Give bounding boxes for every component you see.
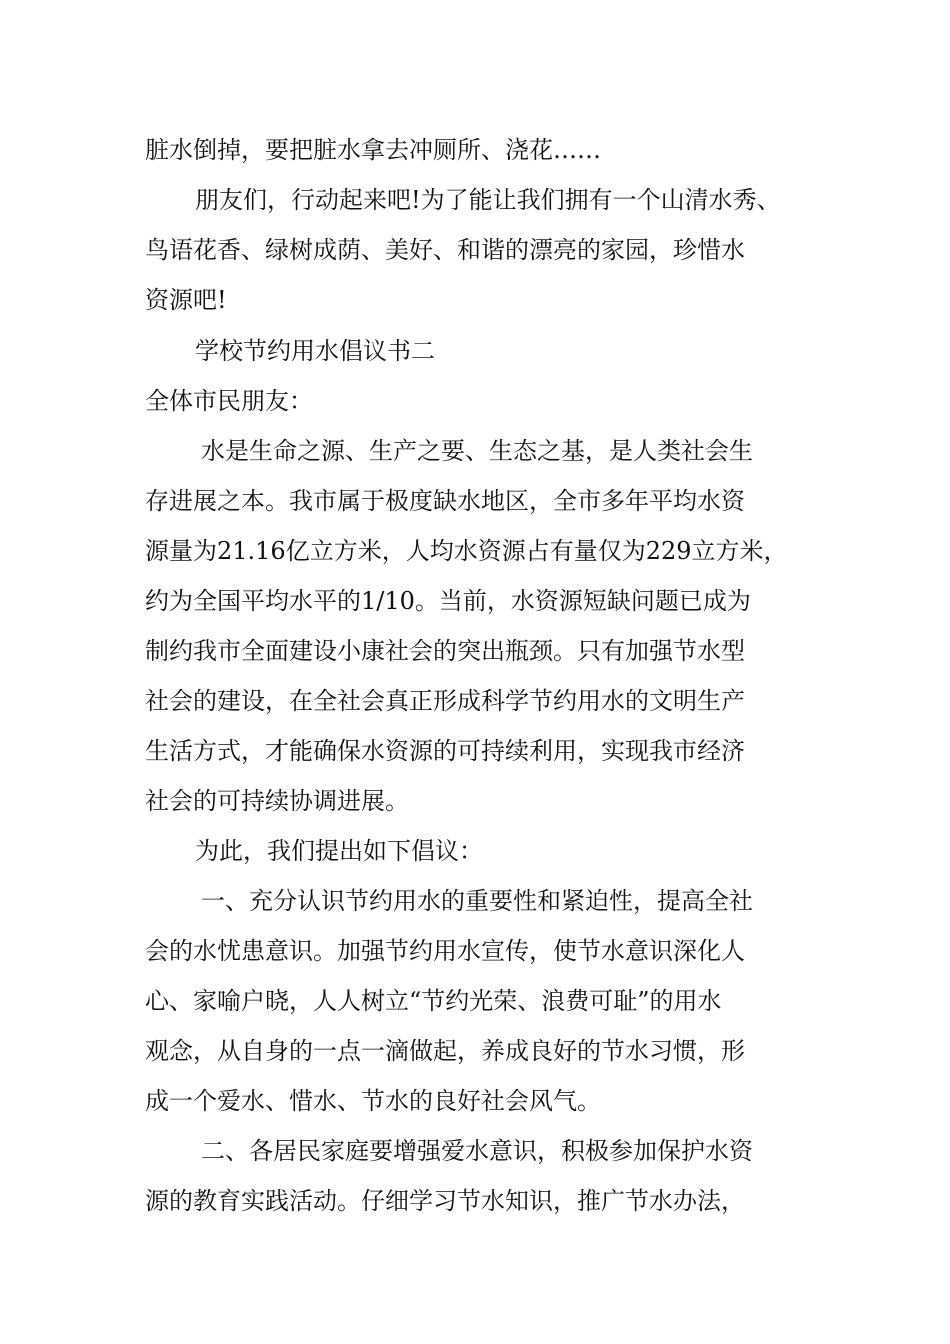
- paragraph-line: 约为全国平均水平的1/10。当前，水资源短缺问题已成为: [145, 587, 751, 615]
- paragraph-line: 心、家喻户晓，人人树立“节约光荣、浪费可耻”的用水: [145, 987, 722, 1015]
- paragraph-line: 社会的可持续协调进展。: [145, 787, 409, 815]
- paragraph-line: 观念，从自身的一点一滴做起，养成良好的节水习惯，形: [145, 1037, 745, 1065]
- salutation: 全体市民朋友：: [145, 387, 313, 415]
- section-title: 学校节约用水倡议书二: [195, 337, 435, 365]
- paragraph-line: 脏水倒掉，要把脏水拿去冲厕所、浇花……: [145, 136, 601, 164]
- paragraph-line: 朋友们，行动起来吧!为了能让我们拥有一个山清水秀、: [195, 186, 781, 214]
- paragraph-line: 存进展之本。我市属于极度缺水地区，全市多年平均水资: [145, 487, 745, 515]
- paragraph-line: 源的教育实践活动。仔细学习节水知识，推广节水办法，: [145, 1187, 745, 1215]
- paragraph-line: 为此，我们提出如下倡议：: [195, 837, 483, 865]
- paragraph-line: 一、充分认识节约用水的重要性和紧迫性，提高全社: [201, 887, 753, 915]
- paragraph-line: 资源吧!: [145, 286, 227, 314]
- paragraph-line: 社会的建设，在全社会真正形成科学节约用水的文明生产: [145, 687, 745, 715]
- paragraph-line: 二、各居民家庭要增强爱水意识，积极参加保护水资: [201, 1137, 753, 1165]
- paragraph-line: 成一个爱水、惜水、节水的良好社会风气。: [145, 1087, 601, 1115]
- paragraph-line: 会的水忧患意识。加强节约用水宣传，使节水意识深化人: [145, 937, 745, 965]
- paragraph-line: 制约我市全面建设小康社会的突出瓶颈。只有加强节水型: [145, 637, 745, 665]
- paragraph-line: 源量为21.16亿立方米，人均水资源占有量仅为229立方米，: [145, 537, 788, 565]
- paragraph-line: 生活方式，才能确保水资源的可持续利用，实现我市经济: [145, 737, 745, 765]
- paragraph-line: 鸟语花香、绿树成荫、美好、和谐的漂亮的家园，珍惜水: [145, 236, 745, 264]
- paragraph-line: 水是生命之源、生产之要、生态之基，是人类社会生: [201, 437, 753, 465]
